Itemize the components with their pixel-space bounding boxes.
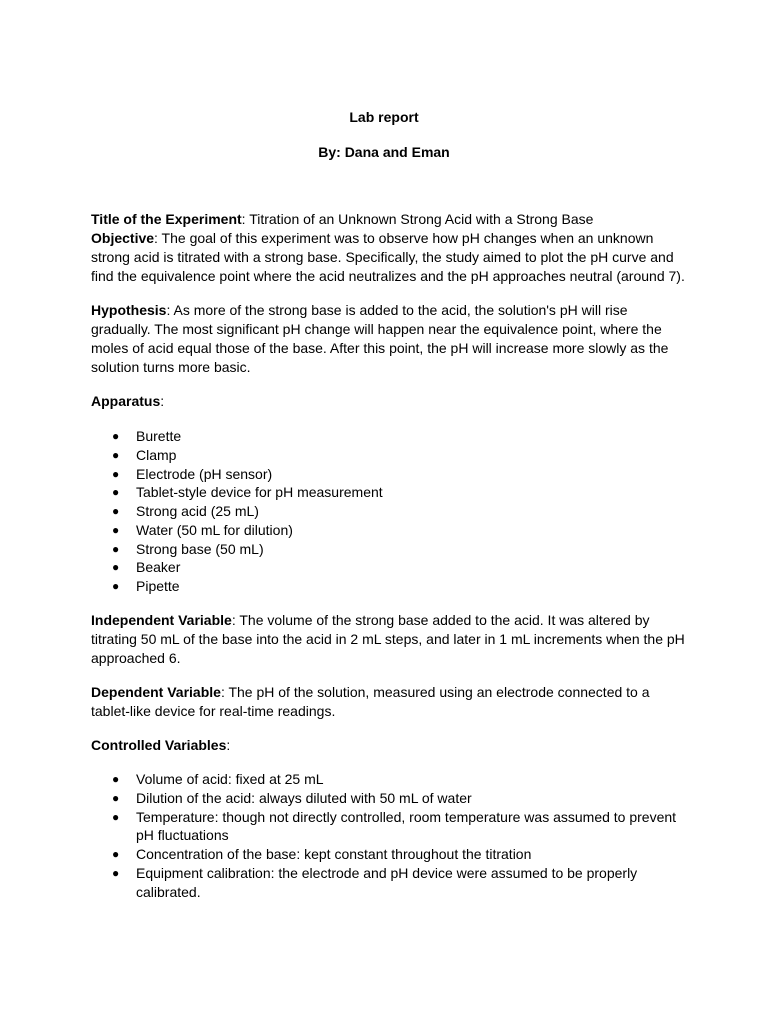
bullet-icon: ●	[112, 579, 120, 593]
controlled-variables-list	[112, 770, 692, 901]
list-item: ● Concentration of the base: kept constant throughout the titration	[112, 846, 532, 862]
list-item: ● Electrode (pH sensor)	[112, 465, 273, 482]
bullet-icon: ●	[112, 541, 120, 556]
dependent-variable-text: : The pH of the solution, measured using an electrode connected to a tablet-like device for real-time readings.	[91, 684, 650, 719]
controlled-variables-label: Controlled Variables	[91, 737, 227, 753]
experiment-title-text: : Titration of an Unknown Strong Acid with a Strong Base	[241, 211, 594, 227]
document-title: Lab report	[349, 109, 419, 125]
list-item: ● Clamp	[112, 446, 177, 463]
bullet-icon: ●	[112, 772, 120, 786]
list-item: ● Water (50 mL for dilution)	[112, 521, 293, 538]
list-item: ● Equipment calibration: the electrode and pH device were assumed to be properly calibrated.	[112, 864, 638, 900]
bullet-icon: ●	[112, 504, 120, 518]
bullet-icon: ●	[112, 466, 120, 481]
independent-variable-label: Independent Variable	[91, 612, 232, 628]
hypothesis-section	[91, 301, 691, 377]
objective-paragraph	[91, 229, 691, 286]
bullet-icon: ●	[112, 447, 120, 462]
independent-variable-paragraph	[91, 611, 691, 668]
list-item: ● Strong base (50 mL)	[112, 540, 264, 557]
list-item: ● Pipette	[112, 578, 180, 594]
bullet-icon: ●	[112, 809, 120, 824]
apparatus-heading	[91, 392, 691, 411]
list-item: ● Beaker	[112, 559, 181, 576]
dependent-variable-section	[91, 683, 691, 721]
list-item: ● Volume of acid: fixed at 25 mL	[112, 771, 324, 787]
bullet-icon: ●	[112, 560, 120, 575]
apparatus-list	[112, 427, 692, 596]
bullet-icon: ●	[112, 790, 120, 805]
bullet-icon: ●	[112, 429, 120, 443]
hypothesis-paragraph	[91, 301, 691, 377]
apparatus-suffix: :	[160, 393, 165, 409]
apparatus-label: Apparatus	[91, 393, 161, 409]
intro-section	[91, 210, 691, 286]
bullet-icon: ●	[112, 865, 120, 880]
bullet-icon: ●	[112, 485, 120, 500]
list-item: ● Tablet-style device for pH measurement	[112, 484, 383, 501]
experiment-title-label: Title of the Experiment	[91, 211, 242, 227]
dependent-variable-label: Dependent Variable	[91, 684, 221, 700]
document-authors: By: Dana and Eman	[318, 144, 450, 160]
list-item: ● Temperature: though not directly controlled, room temperature was assumed to prevent pH fluctuations	[112, 808, 677, 844]
bullet-icon: ●	[112, 522, 120, 537]
list-item: ● Dilution of the acid: always diluted with 50 mL of water	[112, 789, 472, 806]
list-item: ● Strong acid (25 mL)	[112, 503, 259, 519]
independent-variable-section	[91, 611, 691, 668]
bullet-icon: ●	[112, 847, 120, 861]
dependent-variable-paragraph	[91, 683, 691, 721]
list-item: ● Burette	[112, 428, 182, 444]
hypothesis-text: : As more of the strong base is added to the acid, the solution's pH will rise gradually. The most significant pH change will happen near the equivalence point, where the moles of acid equal those of the base. After this point, the pH will increase more slowly as the solution turns more basic.	[91, 302, 669, 375]
independent-variable-text: : The volume of the strong base added to the acid. It was altered by titrating 50 mL of the base into the acid in 2 mL steps, and later in 1 mL increments when the pH approached 6.	[91, 612, 685, 666]
hypothesis-label: Hypothesis	[91, 302, 167, 318]
controlled-variables-heading	[91, 736, 691, 755]
experiment-title-line	[91, 210, 691, 229]
controlled-variables-suffix: :	[226, 737, 231, 753]
objective-text: : The goal of this experiment was to observe how pH changes when an unknown strong acid is titrated with a strong base. Specifically, the study aimed to plot the pH curve and find the equivalence point where the acid neutralizes and the pH approaches neutral (around 7).	[91, 230, 685, 284]
objective-label: Objective	[91, 230, 155, 246]
